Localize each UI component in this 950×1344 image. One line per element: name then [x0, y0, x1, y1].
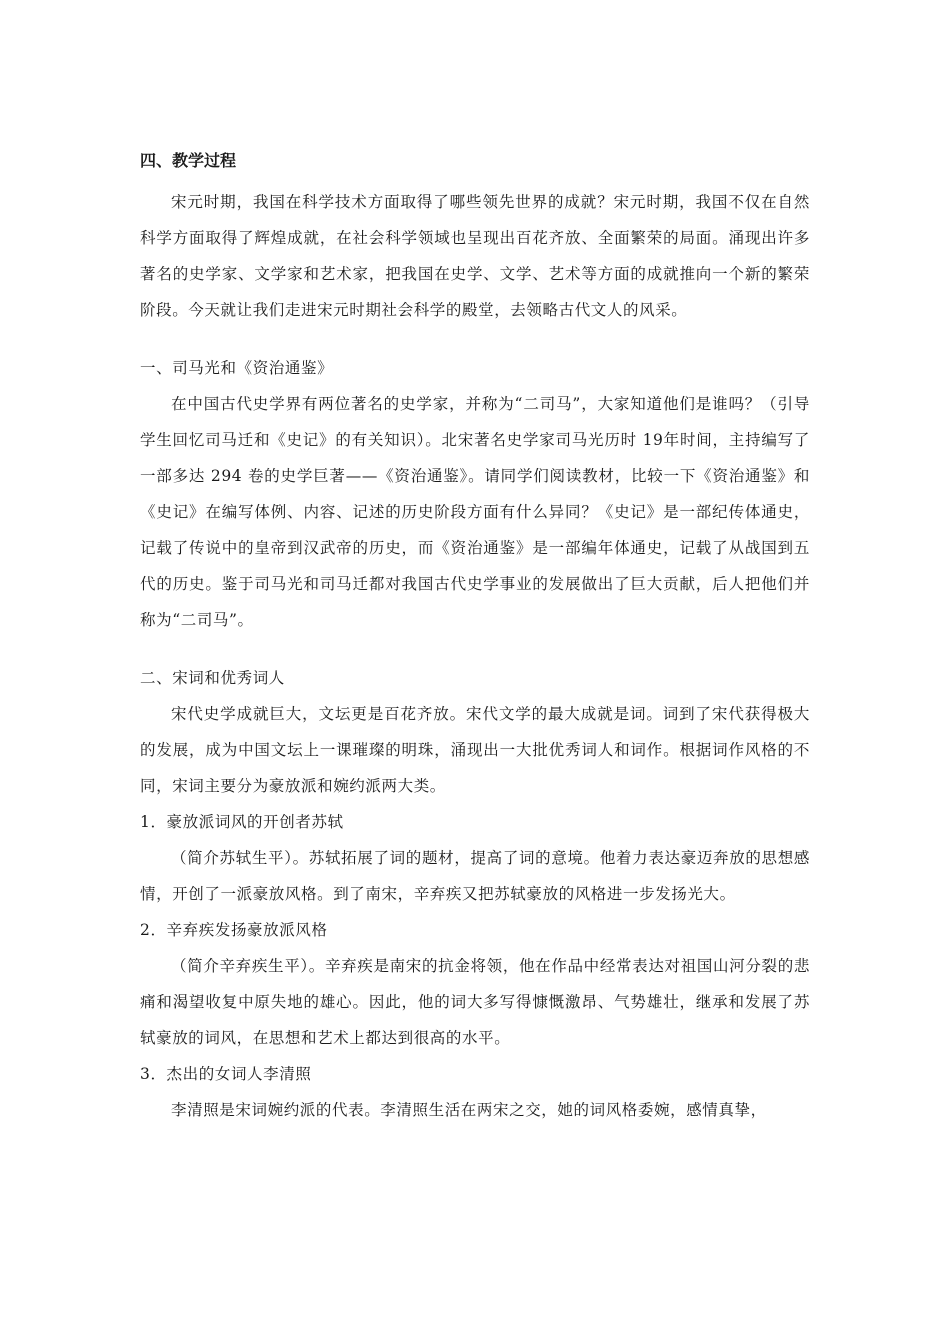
spacer	[140, 638, 810, 660]
section-2-paragraph: 宋代史学成就巨大，文坛更是百花齐放。宋代文学的最大成就是词。词到了宋代获得极大的发展，成为中国文坛上一课璀璨的明珠，涌现出一大批优秀词人和词作。根据词作风格的不同，宋词主要分为豪放派和婉约派两大类。	[140, 705, 810, 795]
section-heading: 四、教学过程	[140, 151, 237, 170]
item-1-paragraph: （简介苏轼生平）。苏轼拓展了词的题材，提高了词的意境。他着力表达豪迈奔放的思想感情，开创了一派豪放风格。到了南宋，辛弃疾又把苏轼豪放的风格进一步发扬光大。	[140, 849, 810, 903]
item-1-title: 1．豪放派词风的开创者苏轼	[140, 813, 344, 831]
spacer	[140, 328, 810, 350]
item-3-paragraph: 李清照是宋词婉约派的代表。李清照生活在两宋之交，她的词风格委婉，感情真挚，	[171, 1101, 767, 1119]
item-3-title: 3．杰出的女词人李清照	[140, 1065, 312, 1083]
item-2-paragraph: （简介辛弃疾生平）。辛弃疾是南宋的抗金将领，他在作品中经常表达对祖国山河分裂的悲痛和渴望收复中原失地的雄心。因此，他的词大多写得慷慨激昂、气势雄壮，继承和发展了苏轼豪放的词风，在思想和艺术上都达到很高的水平。	[140, 957, 810, 1047]
intro-paragraph: 宋元时期，我国在科学技术方面取得了哪些领先世界的成就？宋元时期，我国不仅在自然科学方面取得了辉煌成就，在社会科学领域也呈现出百花齐放、全面繁荣的局面。涌现出许多著名的史学家、文学家和艺术家，把我国在史学、文学、艺术等方面的成就推向一个新的繁荣阶段。今天就让我们走进宋元时期社会科学的殿堂，去领略古代文人的风采。	[140, 193, 810, 319]
section-2-title: 二、宋词和优秀词人	[140, 669, 285, 687]
section-1-paragraph: 在中国古代史学界有两位著名的史学家，并称为“二司马”，大家知道他们是谁吗？（引导学生回忆司马迁和《史记》的有关知识）。北宋著名史学家司马光历时 19年时间，主持编写了一部多达 294 卷的史学巨著——《资治通鉴》。请同学们阅读教材，比较一下《资治通鉴》和《史记》在编写体例、内容、记述的历史阶段方面有什么异同？《史记》是一部纪传体通史，记载了传说中的皇帝到汉武帝的历史，而《资治通鉴》是一部编年体通史，记载了从战国到五代的历史。鉴于司马光和司马迁都对我国古代史学事业的发展做出了巨大贡献，后人把他们并称为“二司马”。	[140, 395, 810, 629]
section-1-title: 一、司马光和《资治通鉴》	[140, 359, 334, 377]
item-2-title: 2．辛弃疾发扬豪放派风格	[140, 921, 328, 939]
document-content	[140, 148, 810, 1128]
